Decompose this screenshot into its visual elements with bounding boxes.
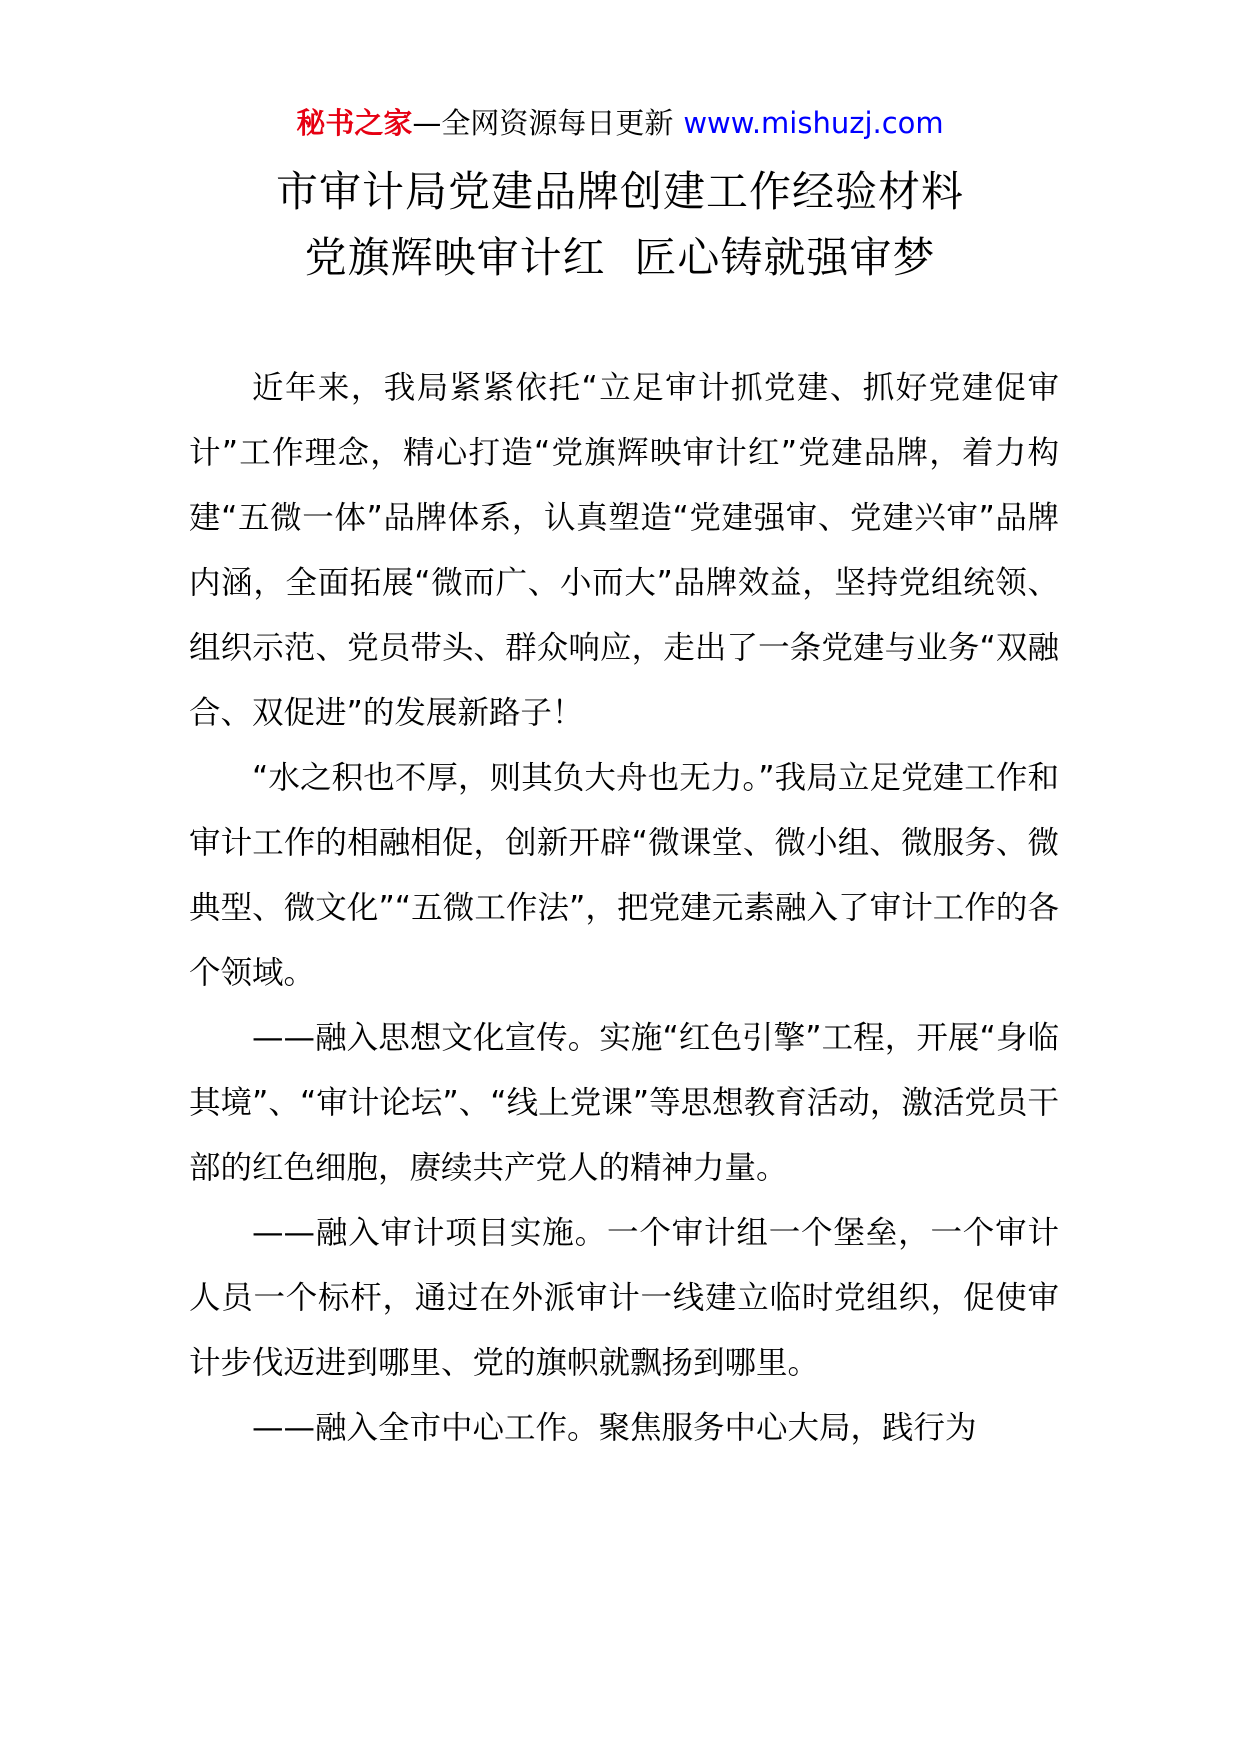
paragraph-ideology: ——融入思想文化宣传。实施“红色引擎”工程，开展“身临其境”、“审计论坛”、“线上党课”等思想教育活动，激活党员干部的红色细胞，赓续共产党人的精神力量。 (189, 1020, 1059, 1186)
paragraph-city-center-work: ——融入全市中心工作。聚焦服务中心大局，践行为 (252, 1410, 977, 1446)
paragraph-quote: “水之积也不厚，则其负大舟也无力。”我局立足党建工作和审计工作的相融相促，创新开辟“微课堂、微小组、微服务、微典型、微文化”“五微工作法”，把党建元素融入了审计工作的各个领域。 (189, 760, 1059, 991)
document-title: 市审计局党建品牌创建工作经验材料 (275, 167, 964, 216)
site-header (0, 103, 1240, 143)
document-body (189, 356, 1059, 1461)
paragraph-intro: 近年来，我局紧紧依托“立足审计抓党建、抓好党建促审计”工作理念，精心打造“党旗辉映审计红”党建品牌，着力构建“五微一体”品牌体系，认真塑造“党建强审、党建兴审”品牌内涵，全面拓展“微而广、小而大”品牌效益，坚持党组统领、组织示范、党员带头、群众响应，走出了一条党建与业务“双融合、双促进”的发展新路子！ (189, 370, 1059, 731)
site-url-link[interactable]: www.mishuzj.com (683, 106, 944, 140)
document-subtitle: 党旗辉映审计红 匠心铸就强审梦 (304, 233, 936, 282)
header-dash: — (412, 106, 442, 140)
site-slogan: 全网资源每日更新 (441, 106, 674, 140)
paragraph-audit-projects: ——融入审计项目实施。一个审计组一个堡垒，一个审计人员一个标杆，通过在外派审计一线建立临时党组织，促使审计步伐迈进到哪里、党的旗帜就飘扬到哪里。 (189, 1215, 1059, 1381)
site-name: 秘书之家 (296, 106, 413, 140)
